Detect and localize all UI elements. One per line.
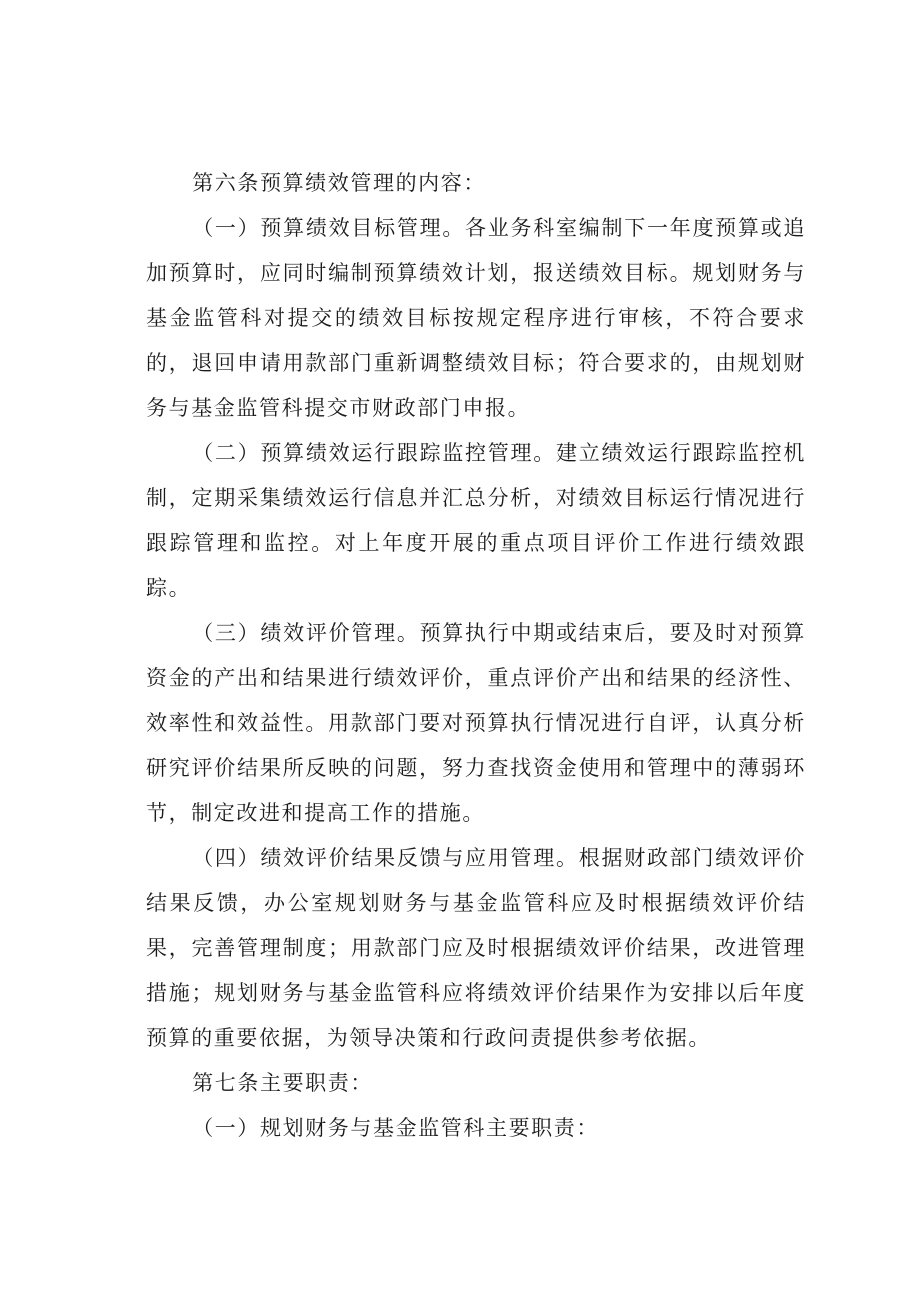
paragraph-tracking-monitoring: （二）预算绩效运行跟踪监控管理。建立绩效运行跟踪监控机制，定期采集绩效运行信息并汇总分析，对绩效目标运行情况进行跟踪管理和监控。对上年度开展的重点项目评价工作进行绩效跟踪。: [146, 441, 806, 600]
paragraph-evaluation-management: （三）绩效评价管理。预算执行中期或结束后，要及时对预算资金的产出和结果进行绩效评价，重点评价产出和结果的经济性、效率性和效益性。用款部门要对预算执行情况进行自评，认真分析研究评价结果所反映的问题，努力查找资金使用和管理中的薄弱环节，制定改进和提高工作的措施。: [146, 621, 806, 825]
article-6-heading: 第六条预算绩效管理的内容：: [192, 171, 486, 195]
document-body: [146, 161, 806, 1151]
paragraph-main-duties: （一）规划财务与基金监管科主要职责：: [192, 1116, 599, 1140]
paragraph-feedback-application: （四）绩效评价结果反馈与应用管理。根据财政部门绩效评价结果反馈，办公室规划财务与基金监管科应及时根据绩效评价结果，完善管理制度；用款部门应及时根据绩效评价结果，改进管理措施；规划财务与基金监管科应将绩效评价结果作为安排以后年度预算的重要依据，为领导决策和行政问责提供参考依据。: [146, 846, 806, 1050]
paragraph-target-management: （一）预算绩效目标管理。各业务科室编制下一年度预算或追加预算时，应同时编制预算绩效计划，报送绩效目标。规划财务与基金监管科对提交的绩效目标按规定程序进行审核，不符合要求的，退回申请用款部门重新调整绩效目标；符合要求的，由规划财务与基金监管科提交市财政部门申报。: [146, 216, 806, 420]
article-7-heading: 第七条主要职责：: [192, 1071, 373, 1095]
